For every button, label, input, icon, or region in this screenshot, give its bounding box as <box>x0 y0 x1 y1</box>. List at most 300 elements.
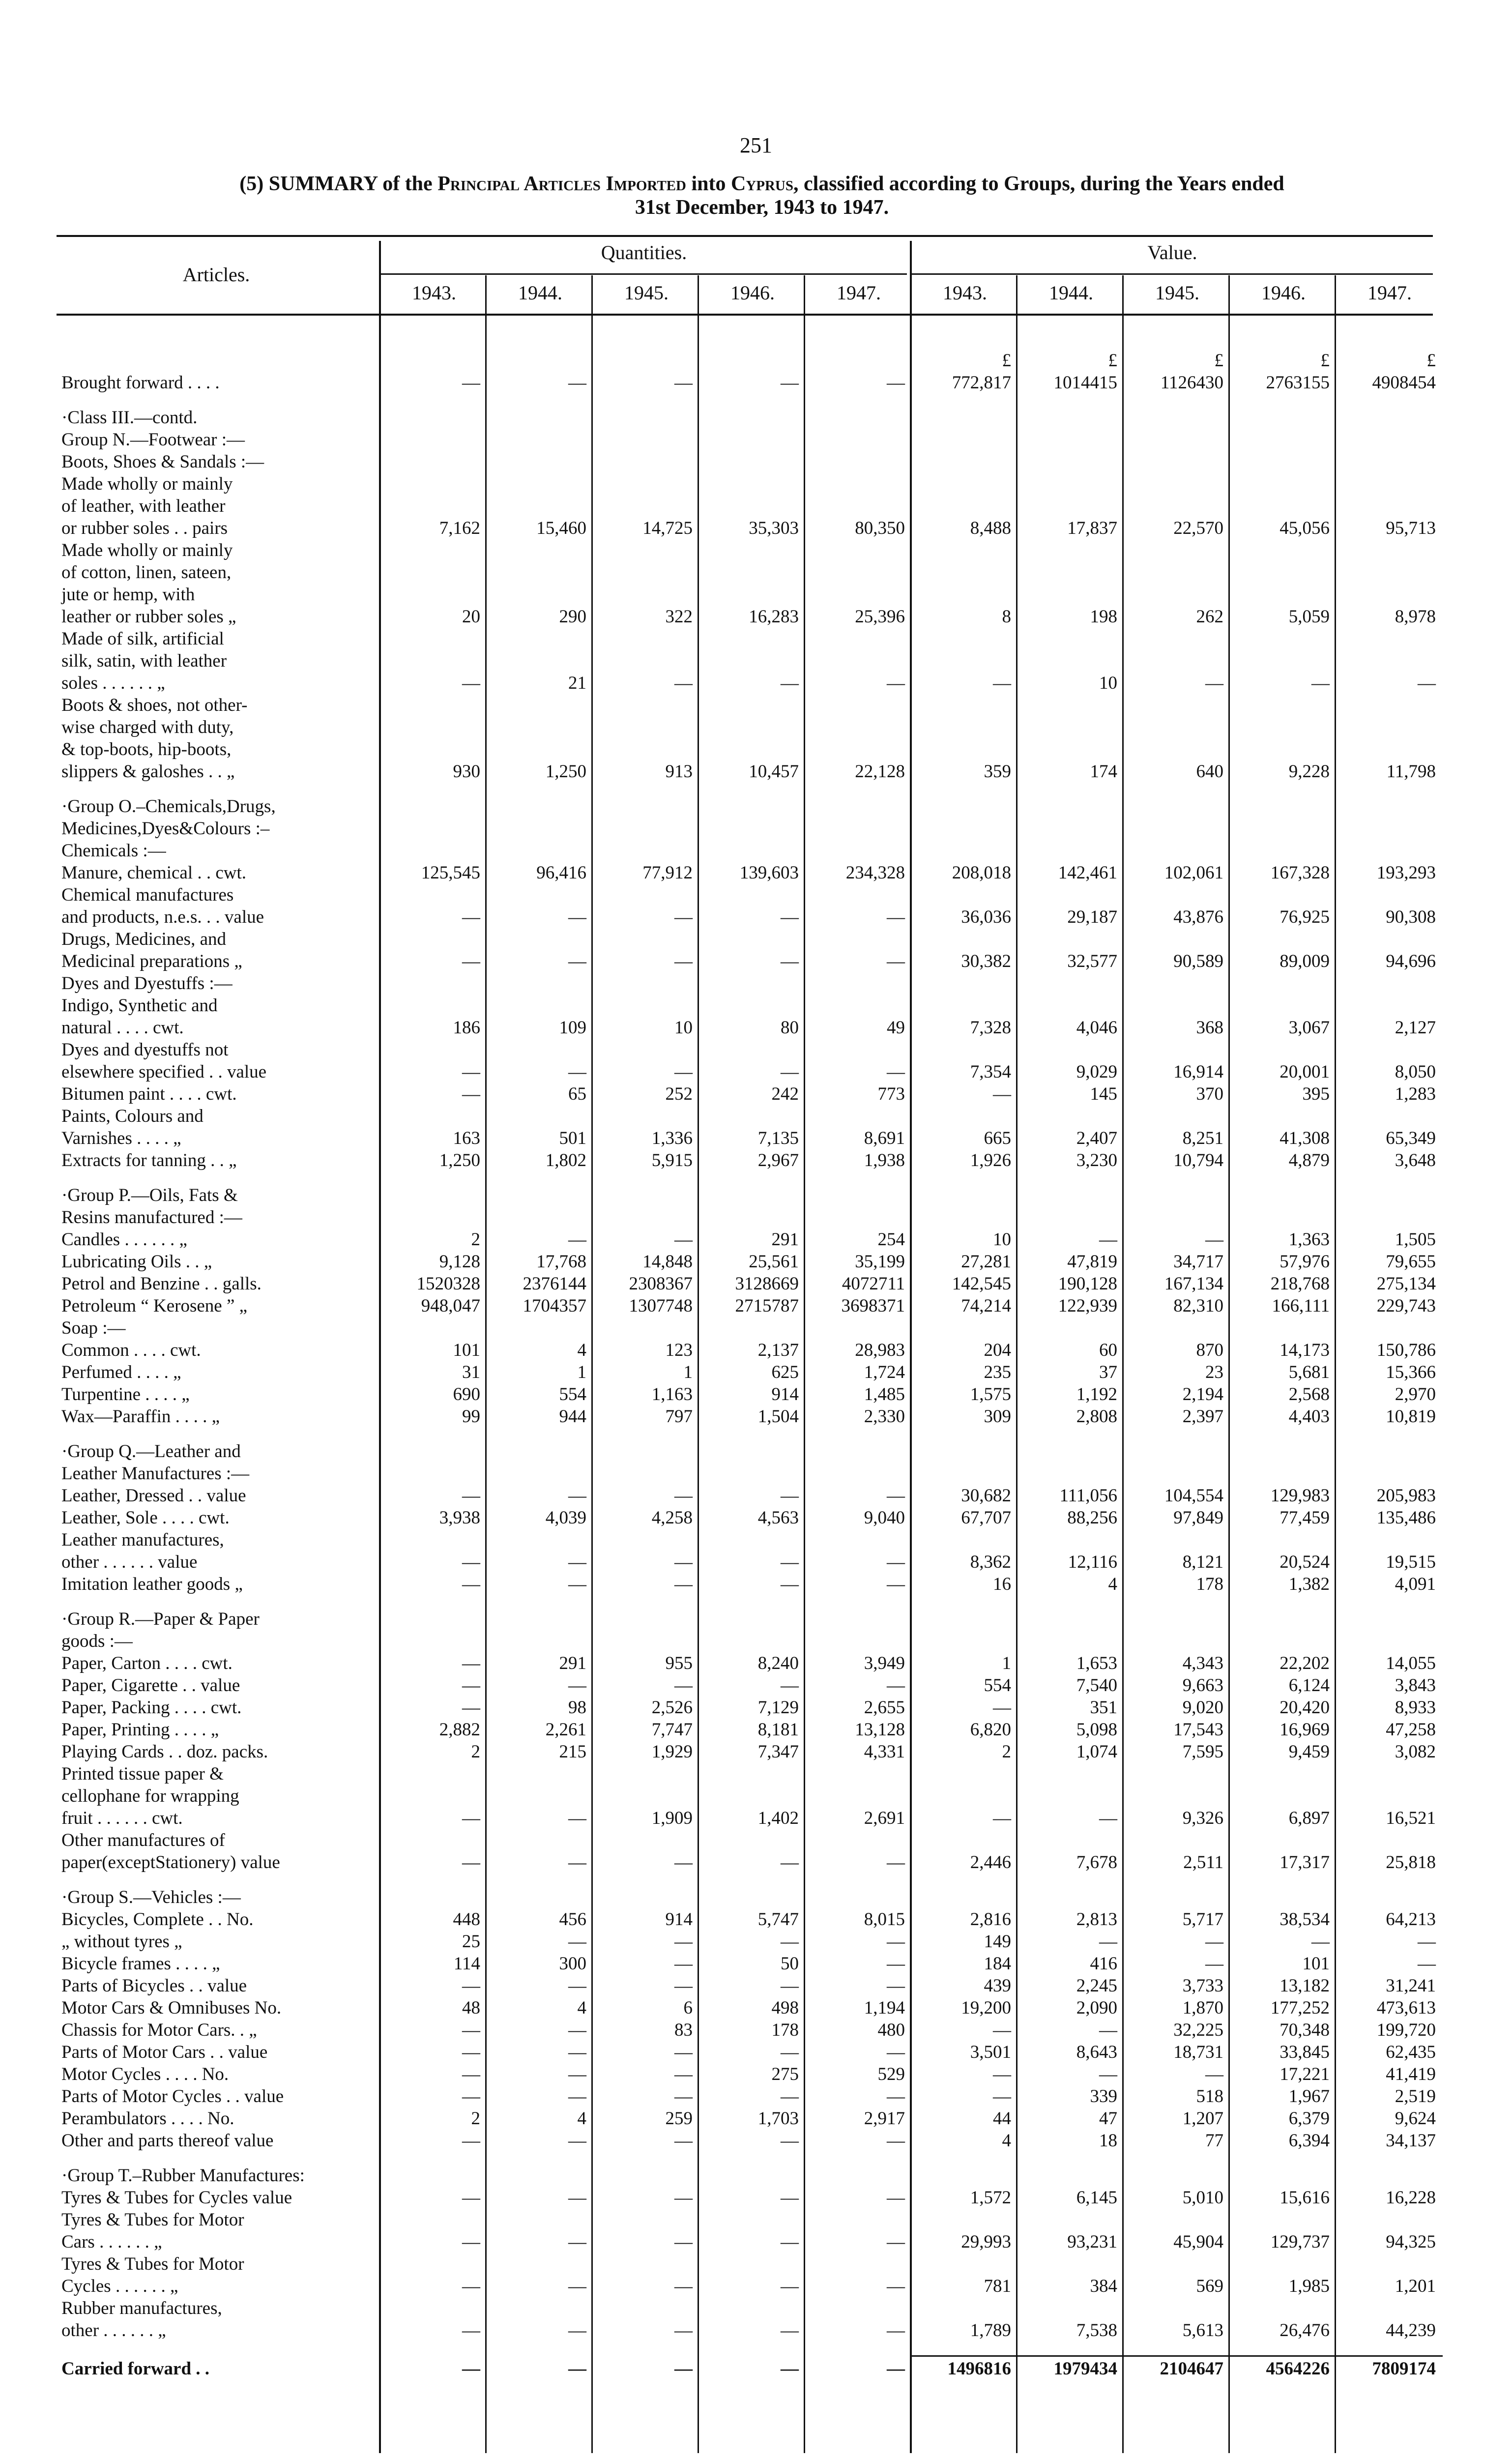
value-cell: 9,624 <box>1395 2108 1436 2129</box>
value-cell: 1,926 <box>970 1150 1011 1170</box>
value-cell: 5,010 <box>1182 2188 1223 2208</box>
quantity-cell: — <box>462 2020 480 2040</box>
quantity-cell <box>381 884 487 906</box>
quantity-cell: — <box>887 2131 905 2151</box>
quantity-cell: 2,261 <box>545 1720 586 1740</box>
value-cell <box>1018 2253 1124 2275</box>
quantity-cell: — <box>887 1931 905 1952</box>
quantity-cell <box>806 561 912 584</box>
value-cell <box>1018 1595 1124 1608</box>
value-cell <box>1230 1317 1337 1339</box>
value-cell <box>1337 1630 1443 1652</box>
quantity-cell <box>806 1630 912 1652</box>
quantity-cell <box>699 473 806 495</box>
value-cell <box>1018 783 1124 795</box>
quantity-cell <box>699 1440 806 1463</box>
value-cell <box>1124 1785 1230 1807</box>
spacer-row <box>57 1428 1443 1440</box>
quantity-cell <box>487 2165 593 2187</box>
row-label: natural . . . . cwt. <box>61 1018 184 1038</box>
header-year-qty-0: 1943. <box>412 282 456 304</box>
value-cell: 8,251 <box>1182 1128 1223 1148</box>
quantity-cell: 4,258 <box>651 1508 693 1528</box>
value-cell: 2,194 <box>1182 1384 1223 1405</box>
header-year-val-1: 1944. <box>1049 282 1093 304</box>
table-row <box>57 1674 1443 1697</box>
table-row <box>57 1807 1443 1829</box>
quantity-cell <box>806 818 912 840</box>
quantity-cell <box>593 1873 699 1886</box>
quantity-cell <box>487 429 593 451</box>
value-cell <box>1018 2152 1124 2165</box>
quantity-cell <box>806 1463 912 1485</box>
quantity-cell: — <box>462 951 480 971</box>
value-cell <box>1230 1184 1337 1206</box>
section-heading-row <box>57 716 1443 738</box>
value-cell: — <box>993 1084 1011 1104</box>
quantity-cell <box>487 584 593 606</box>
value-cell <box>912 1440 1018 1463</box>
value-cell <box>912 738 1018 761</box>
quantity-cell: 9,128 <box>439 1252 480 1272</box>
value-cell: 1,505 <box>1395 1229 1436 1250</box>
value-cell: 1,789 <box>970 2320 1011 2341</box>
row-label: Motor Cars & Omnibuses No. <box>61 1998 282 2018</box>
value-cell <box>1230 2209 1337 2231</box>
section-heading-row <box>57 694 1443 716</box>
value-cell: 8,488 <box>970 518 1011 538</box>
quantity-cell <box>699 995 806 1017</box>
value-cell <box>1230 394 1337 407</box>
value-cell <box>1018 1039 1124 1061</box>
value-cell <box>1337 1171 1443 1184</box>
row-label: Chassis for Motor Cars. . „ <box>61 2020 257 2040</box>
quantity-cell <box>806 884 912 906</box>
quantity-cell: — <box>781 1931 799 1952</box>
table-row <box>57 606 1443 628</box>
value-cell: — <box>1418 1931 1436 1952</box>
value-cell <box>1124 738 1230 761</box>
row-label <box>57 1873 381 1886</box>
quantity-cell: 1704357 <box>523 1296 586 1316</box>
value-cell <box>1124 650 1230 672</box>
value-cell <box>1124 795 1230 818</box>
quantity-cell <box>593 628 699 650</box>
row-label: other . . . . . . „ <box>61 2320 166 2341</box>
value-cell: 1126430 <box>1160 373 1223 393</box>
value-cell <box>1124 783 1230 795</box>
quantity-cell: — <box>462 2064 480 2084</box>
quantity-cell <box>699 1105 806 1127</box>
value-cell: 2,397 <box>1182 1406 1223 1427</box>
value-cell <box>1018 337 1124 350</box>
value-cell <box>1230 1785 1337 1807</box>
value-cell: 149 <box>984 1931 1011 1952</box>
row-label: Parts of Motor Cars . . value <box>61 2042 268 2062</box>
quantity-cell: 913 <box>665 761 693 782</box>
quantity-cell <box>381 2152 487 2165</box>
quantity-cell: — <box>462 2188 480 2208</box>
value-cell <box>1337 407 1443 429</box>
value-cell <box>1018 795 1124 818</box>
quantity-cell: — <box>674 1675 693 1696</box>
value-cell: 1979434 <box>1053 2359 1117 2379</box>
quantity-cell <box>806 1171 912 1184</box>
value-cell <box>1230 1440 1337 1463</box>
value-cell: 10,819 <box>1386 1406 1436 1427</box>
section-heading-row <box>57 2297 1443 2319</box>
value-cell: 142,461 <box>1058 863 1117 883</box>
value-cell: — <box>1099 2020 1117 2040</box>
row-label: ·Group R.—Paper & Paper <box>61 1609 260 1629</box>
quantity-cell <box>381 928 487 950</box>
row-label: paper(exceptStationery) value <box>61 1852 280 1873</box>
quantity-cell: 930 <box>453 761 480 782</box>
value-cell <box>1018 628 1124 650</box>
quantity-cell: 80 <box>781 1018 799 1038</box>
value-cell: 60 <box>1099 1340 1117 1360</box>
value-cell <box>1124 1886 1230 1908</box>
quantity-cell <box>593 972 699 995</box>
value-cell: 204 <box>984 1340 1011 1360</box>
value-cell <box>1230 1595 1337 1608</box>
quantity-cell <box>699 840 806 862</box>
quantity-cell: — <box>462 1062 480 1082</box>
quantity-cell <box>806 539 912 561</box>
value-cell: 43,876 <box>1173 907 1223 927</box>
header-year-val-4: 1947. <box>1367 282 1412 304</box>
value-cell: 10 <box>1099 673 1117 693</box>
quantity-cell <box>806 840 912 862</box>
table-row <box>57 1149 1443 1171</box>
quantity-cell <box>487 1440 593 1463</box>
value-cell: 174 <box>1090 761 1117 782</box>
value-cell: 62,435 <box>1386 2042 1436 2062</box>
quantity-cell <box>699 2253 806 2275</box>
quantity-cell <box>806 451 912 473</box>
quantity-cell: — <box>781 373 799 393</box>
row-label: ·Group S.—Vehicles :— <box>61 1887 241 1907</box>
value-cell <box>1124 995 1230 1017</box>
table-row <box>57 2231 1443 2253</box>
quantity-cell: 456 <box>559 1909 586 1930</box>
value-cell: 9,663 <box>1182 1675 1223 1696</box>
quantity-cell: — <box>781 1486 799 1506</box>
table-row <box>57 2063 1443 2085</box>
value-cell <box>1018 2297 1124 2319</box>
quantity-cell <box>699 884 806 906</box>
quantity-cell: 259 <box>665 2108 693 2129</box>
header-year-val-3: 1946. <box>1261 282 1306 304</box>
value-cell <box>1230 2253 1337 2275</box>
value-cell <box>912 716 1018 738</box>
quantity-cell <box>593 561 699 584</box>
quantity-cell: 139,603 <box>739 863 799 883</box>
quantity-cell: 14,848 <box>642 1252 693 1272</box>
value-cell <box>1337 716 1443 738</box>
quantity-cell: — <box>568 2042 586 2062</box>
quantity-cell <box>593 884 699 906</box>
value-cell <box>912 840 1018 862</box>
value-cell <box>1124 2341 1230 2354</box>
quantity-cell: 96,416 <box>536 863 586 883</box>
value-cell: 781 <box>984 2276 1011 2296</box>
value-cell: 1,283 <box>1395 1084 1436 1104</box>
quantity-cell <box>381 738 487 761</box>
value-cell <box>1124 394 1230 407</box>
quantity-cell <box>593 1529 699 1551</box>
quantity-cell: — <box>568 1852 586 1873</box>
quantity-cell <box>699 2341 806 2354</box>
value-cell: 309 <box>984 1406 1011 1427</box>
value-cell: 3,082 <box>1395 1742 1436 1762</box>
quantity-cell: 5,747 <box>757 1909 799 1930</box>
value-cell: 7,678 <box>1076 1852 1117 1873</box>
table-row <box>57 1251 1443 1273</box>
quantity-cell <box>593 394 699 407</box>
row-label <box>57 394 381 407</box>
row-label: Bitumen paint . . . . cwt. <box>61 1084 237 1104</box>
row-label: Chemical manufactures <box>61 885 234 905</box>
row-label: Resins manufactured :— <box>61 1207 242 1228</box>
quantity-cell <box>699 1206 806 1229</box>
quantity-cell <box>381 1630 487 1652</box>
quantity-cell: — <box>674 1931 693 1952</box>
quantity-cell: 4 <box>577 1340 586 1360</box>
quantity-cell <box>699 795 806 818</box>
value-cell: 38,534 <box>1279 1909 1330 1930</box>
quantity-cell <box>381 972 487 995</box>
value-cell: 64,213 <box>1386 1909 1436 1930</box>
quantity-cell <box>806 1829 912 1851</box>
currency-row <box>57 350 1443 372</box>
value-cell <box>1124 818 1230 840</box>
value-cell: — <box>993 1808 1011 1828</box>
quantity-cell <box>487 783 593 795</box>
quantity-cell <box>381 2253 487 2275</box>
table-row <box>57 1017 1443 1039</box>
value-cell: 2,813 <box>1076 1909 1117 1930</box>
quantity-cell <box>381 1529 487 1551</box>
value-cell: 44,239 <box>1386 2320 1436 2341</box>
value-cell: 67,707 <box>961 1508 1011 1528</box>
value-cell <box>1230 884 1337 906</box>
quantity-cell <box>381 995 487 1017</box>
value-cell <box>1337 1873 1443 1886</box>
value-cell <box>912 1886 1018 1908</box>
value-cell <box>1337 995 1443 1017</box>
value-cell: 70,348 <box>1279 2020 1330 2040</box>
quantity-cell: 77,912 <box>642 863 693 883</box>
row-label: silk, satin, with leather <box>61 651 227 671</box>
quantity-cell: — <box>781 2359 799 2379</box>
quantity-cell: 2,137 <box>757 1340 799 1360</box>
quantity-cell: — <box>674 1954 693 1974</box>
quantity-cell <box>699 716 806 738</box>
section-heading-row <box>57 407 1443 429</box>
quantity-cell: 7,135 <box>757 1128 799 1148</box>
value-cell <box>1230 1428 1337 1440</box>
quantity-cell <box>487 1428 593 1440</box>
quantity-cell: 80,350 <box>855 518 905 538</box>
quantity-cell <box>381 337 487 350</box>
quantity-cell <box>381 1785 487 1807</box>
value-cell: 8,121 <box>1182 1552 1223 1572</box>
quantity-cell: — <box>781 1574 799 1594</box>
value-cell: 395 <box>1302 1084 1330 1104</box>
value-cell: 15,616 <box>1279 2188 1330 2208</box>
quantity-cell: — <box>887 373 905 393</box>
value-cell <box>1018 1829 1124 1851</box>
value-cell <box>1337 495 1443 517</box>
value-cell <box>1230 451 1337 473</box>
quantity-cell <box>381 1608 487 1630</box>
quantity-cell: 2,967 <box>757 1150 799 1170</box>
quantity-cell: — <box>674 2320 693 2341</box>
value-cell <box>912 628 1018 650</box>
section-heading-row <box>57 1529 1443 1551</box>
value-cell: 29,187 <box>1067 907 1117 927</box>
value-cell <box>1018 1763 1124 1785</box>
value-cell <box>1124 1184 1230 1206</box>
quantity-cell <box>487 716 593 738</box>
quantity-cell: — <box>781 2232 799 2252</box>
quantity-cell <box>806 1608 912 1630</box>
value-cell <box>1230 407 1337 429</box>
spacer-row <box>57 1171 1443 1184</box>
value-cell: — <box>1311 673 1330 693</box>
row-label: Paper, Cigarette . . value <box>61 1675 240 1696</box>
value-cell: — <box>1418 1954 1436 1974</box>
value-cell: 5,098 <box>1076 1720 1117 1740</box>
quantity-cell: 1,938 <box>864 1150 905 1170</box>
row-label: ·Group O.–Chemicals,Drugs, <box>61 796 276 817</box>
value-cell: 90,589 <box>1173 951 1223 971</box>
value-cell <box>1337 818 1443 840</box>
value-cell <box>1018 995 1124 1017</box>
quantity-cell <box>593 1039 699 1061</box>
quantity-cell <box>806 1785 912 1807</box>
value-cell <box>1124 429 1230 451</box>
quantity-cell <box>593 1105 699 1127</box>
value-cell: 32,225 <box>1173 2020 1223 2040</box>
row-label: Carried forward . . <box>61 2359 210 2379</box>
value-cell <box>1337 2297 1443 2319</box>
value-cell <box>912 650 1018 672</box>
quantity-cell <box>381 1440 487 1463</box>
value-cell <box>1230 1763 1337 1785</box>
quantity-cell: 178 <box>771 2020 799 2040</box>
quantity-cell: 1,250 <box>439 1150 480 1170</box>
quantity-cell <box>381 2297 487 2319</box>
quantity-cell <box>806 394 912 407</box>
quantity-cell <box>381 429 487 451</box>
header-subrule-value <box>912 273 1433 275</box>
value-cell <box>1018 429 1124 451</box>
value-cell: 18 <box>1099 2131 1117 2151</box>
quantity-cell <box>487 795 593 818</box>
quantity-cell: 50 <box>781 1954 799 1974</box>
table-row <box>57 372 1443 394</box>
value-cell <box>1018 1317 1124 1339</box>
quantity-cell <box>593 2253 699 2275</box>
quantity-cell: 254 <box>877 1229 905 1250</box>
value-cell <box>1230 2165 1337 2187</box>
value-cell <box>1337 1206 1443 1229</box>
row-label: or rubber soles . . pairs <box>61 518 228 538</box>
value-cell <box>1124 561 1230 584</box>
value-cell: 89,009 <box>1279 951 1330 971</box>
value-cell <box>1124 884 1230 906</box>
value-cell: 8,050 <box>1395 1062 1436 1082</box>
value-cell: 22,202 <box>1279 1653 1330 1673</box>
table-row <box>57 1083 1443 1105</box>
value-cell <box>1230 783 1337 795</box>
row-label: Paper, Printing . . . . „ <box>61 1720 219 1740</box>
quantity-cell <box>487 1595 593 1608</box>
section-heading-row <box>57 2165 1443 2187</box>
value-cell: 275,134 <box>1376 1274 1436 1294</box>
quantity-cell <box>806 795 912 818</box>
quantity-cell: — <box>568 1976 586 1996</box>
quantity-cell <box>699 407 806 429</box>
quantity-cell <box>806 2165 912 2187</box>
value-cell <box>1230 716 1337 738</box>
spacer-row <box>57 394 1443 407</box>
value-cell: 135,486 <box>1376 1508 1436 1528</box>
quantity-cell <box>806 1529 912 1551</box>
value-cell <box>1230 2152 1337 2165</box>
value-cell: 384 <box>1090 2276 1117 2296</box>
value-cell: 351 <box>1090 1697 1117 1718</box>
section-heading-row <box>57 2209 1443 2231</box>
table-row <box>57 1339 1443 1361</box>
value-cell: 93,231 <box>1067 2232 1117 2252</box>
section-heading-row <box>57 795 1443 818</box>
section-heading-row <box>57 1630 1443 1652</box>
section-heading-row <box>57 738 1443 761</box>
value-cell: 208,018 <box>952 863 1011 883</box>
value-cell: 9,459 <box>1288 1742 1330 1762</box>
table-row <box>57 906 1443 928</box>
value-cell <box>1230 2297 1337 2319</box>
value-cell <box>1337 1785 1443 1807</box>
quantity-cell <box>806 928 912 950</box>
quantity-cell <box>699 429 806 451</box>
value-cell: 7,595 <box>1182 1742 1223 1762</box>
quantity-cell: — <box>462 1552 480 1572</box>
quantity-cell: 123 <box>665 1340 693 1360</box>
quantity-cell <box>699 1184 806 1206</box>
value-cell <box>1230 628 1337 650</box>
value-cell: 82,310 <box>1173 1296 1223 1316</box>
value-cell <box>1230 495 1337 517</box>
quantity-cell: 99 <box>462 1406 480 1427</box>
quantity-cell <box>381 1206 487 1229</box>
row-label: Parts of Bicycles . . value <box>61 1976 247 1996</box>
value-cell <box>1124 584 1230 606</box>
row-label: jute or hemp, with <box>61 585 195 605</box>
value-cell: 19,515 <box>1386 1552 1436 1572</box>
section-heading-row <box>57 1608 1443 1630</box>
value-cell: 47 <box>1099 2108 1117 2129</box>
quantity-cell <box>487 995 593 1017</box>
value-cell <box>1124 1428 1230 1440</box>
quantity-cell <box>593 337 699 350</box>
quantity-cell <box>699 1785 806 1807</box>
quantity-cell <box>487 1785 593 1807</box>
quantity-cell: 1,703 <box>757 2108 799 2129</box>
